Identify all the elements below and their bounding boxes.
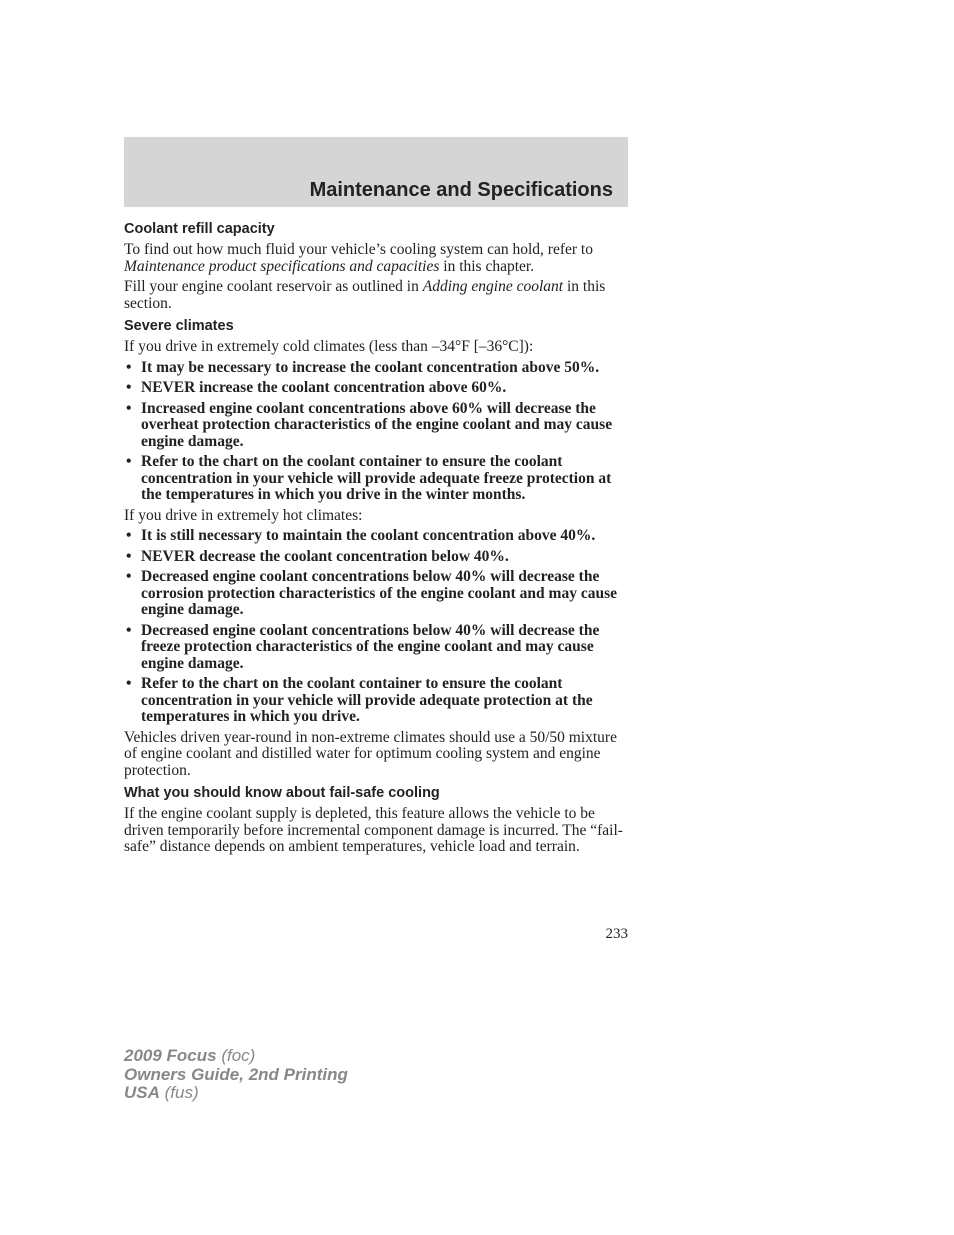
hot-climates-intro: If you drive in extremely hot climates: bbox=[124, 506, 363, 524]
footer-line-1 bbox=[124, 1047, 348, 1066]
text-run: in this chapter. bbox=[439, 257, 535, 275]
list-item: • NEVER increase the coolant concentration above 60%. bbox=[124, 380, 629, 397]
cold-climates-intro: If you drive in extremely cold climates (less than –34°F [–36°C]): bbox=[124, 338, 534, 355]
coolant-refill-section bbox=[124, 220, 629, 312]
list-item: • NEVER decrease the coolant concentration below 40%. bbox=[124, 549, 629, 566]
coolant-refill-paragraph-1 bbox=[124, 242, 629, 275]
severe-climates-heading: Severe climates bbox=[124, 318, 234, 334]
model-name: 2009 Focus bbox=[124, 1046, 217, 1065]
page-number: 233 bbox=[605, 926, 628, 942]
footer-line-2: Owners Guide, 2nd Printing bbox=[124, 1064, 348, 1084]
model-code: (foc) bbox=[216, 1046, 256, 1065]
list-item: • Decreased engine coolant concentrations below 40% will decrease the freeze protection characteristics of the engine coolant and may cause engine damage. bbox=[124, 623, 629, 673]
coolant-refill-heading: Coolant refill capacity bbox=[124, 221, 275, 237]
text-run: To find out how much fluid your vehicle’s cooling system can hold, refer to bbox=[124, 241, 593, 258]
list-item: • It is still necessary to maintain the coolant concentration above 40%. bbox=[124, 528, 629, 545]
market-name: USA bbox=[124, 1083, 160, 1102]
document-footer bbox=[124, 1047, 348, 1103]
fail-safe-section bbox=[124, 784, 629, 856]
coolant-refill-paragraph-2 bbox=[124, 279, 629, 312]
list-item: • Refer to the chart on the coolant container to ensure the coolant concentration in your vehicle will provide adequate protection at the temperatures in which you drive. bbox=[124, 676, 629, 726]
text-run: in this section. bbox=[124, 278, 606, 312]
text-run: Fill your engine coolant reservoir as outlined in bbox=[124, 278, 423, 295]
list-item: • Increased engine coolant concentrations above 60% will decrease the overheat protection characteristics of the engine coolant and may cause engine damage. bbox=[124, 401, 629, 451]
section-header-band bbox=[124, 137, 628, 207]
cold-climate-list bbox=[124, 360, 629, 504]
hot-climate-list bbox=[124, 528, 629, 726]
non-extreme-climates-paragraph: Vehicles driven year-round in non-extreme climates should use a 50/50 mixture of engine coolant and distilled water for optimum cooling system and engine protection. bbox=[124, 728, 617, 779]
list-item: • Refer to the chart on the coolant container to ensure the coolant concentration in your vehicle will provide adequate freeze protection at the temperatures in which you drive in the winter months. bbox=[124, 454, 629, 504]
adding-coolant-reference: Adding engine coolant bbox=[422, 278, 564, 295]
list-item: • It may be necessary to increase the coolant concentration above 50%. bbox=[124, 360, 629, 377]
market-code: (fus) bbox=[159, 1083, 199, 1102]
page-content bbox=[124, 220, 629, 861]
severe-climates-section bbox=[124, 317, 629, 779]
specifications-reference: Maintenance product specifications and capacities bbox=[124, 257, 440, 275]
section-title: Maintenance and Specifications bbox=[309, 179, 613, 201]
footer-line-3 bbox=[124, 1084, 348, 1103]
fail-safe-heading: What you should know about fail-safe cooling bbox=[124, 785, 440, 801]
fail-safe-paragraph: If the engine coolant supply is depleted, this feature allows the vehicle to be driven temporarily before incremental component damage is incurred. The “fail-safe” distance depends on ambient temperatures, vehicle load and terrain. bbox=[124, 805, 623, 855]
list-item: • Decreased engine coolant concentrations below 40% will decrease the corrosion protection characteristics of the engine coolant and may cause engine damage. bbox=[124, 569, 629, 619]
